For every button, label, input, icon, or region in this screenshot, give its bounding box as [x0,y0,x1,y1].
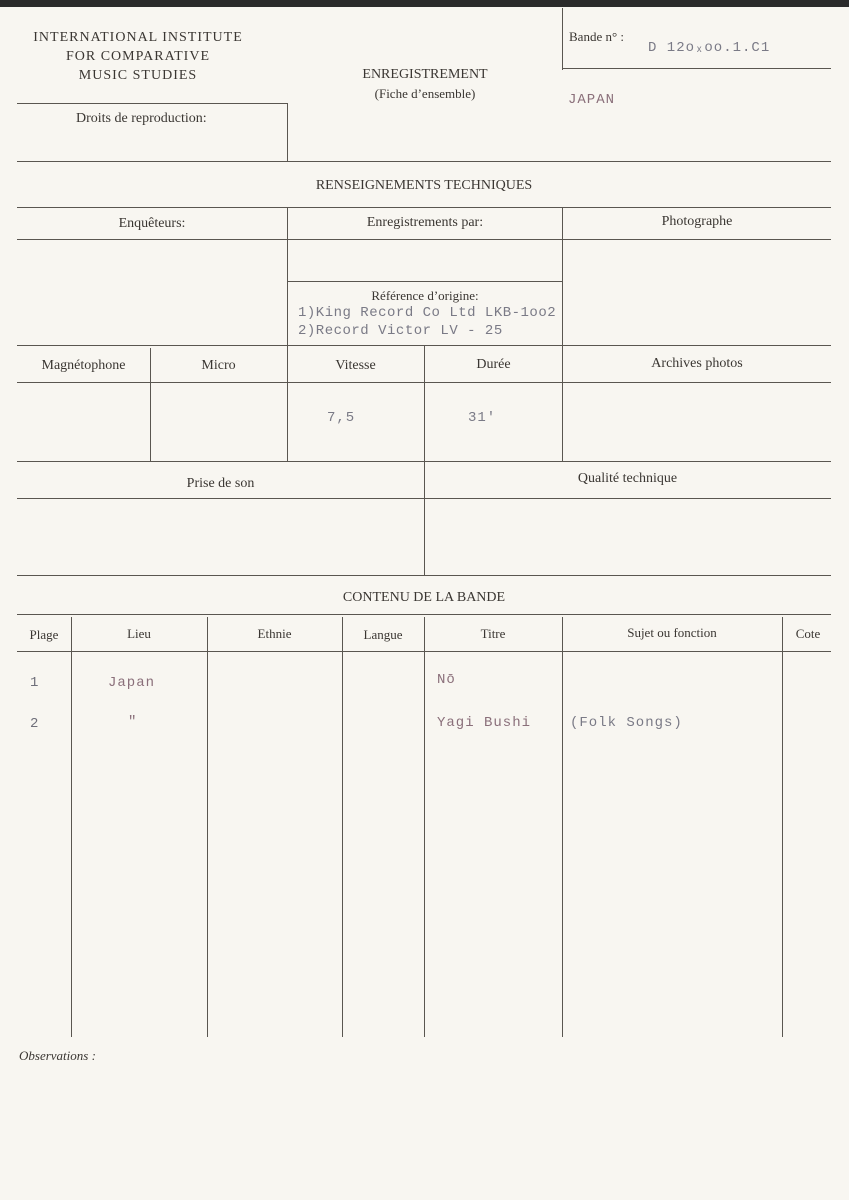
institute-line-1: INTERNATIONAL INSTITUTE [33,30,243,45]
col-sujet: Sujet ou fonction [627,625,717,640]
micro-label: Micro [201,358,236,373]
bande-box-left [562,8,563,70]
row-2-sujet: (Folk Songs) [570,715,683,731]
institute-line-3: MUSIC STUDIES [78,68,198,83]
photographe-label: Photographe [661,214,733,229]
bande-box-bottom [562,68,831,69]
col-cote: Cote [795,626,821,641]
form-subtitle: (Fiche d’ensemble) [374,86,476,101]
row-1-lieu: Japan [108,675,156,691]
droits-top [17,103,288,104]
bande-number: D 12oₓoo.1.C1 [648,40,771,56]
row-2-titre: Yagi Bushi [437,715,532,731]
droits-label: Droits de reproduction: [76,111,207,126]
tech-divider-6 [562,345,563,461]
institute-line-2: FOR COMPARATIVE [65,49,210,64]
reference-label: Référence d’origine: [371,288,479,303]
observations-label: Observations : [19,1048,96,1063]
col-plage: Plage [29,627,59,642]
col-lieu: Lieu [127,626,151,641]
enregistrements-par-label: Enregistrements par: [366,215,484,230]
col-divider-1 [71,617,72,1037]
row-2-lieu: " [128,714,138,730]
tech-divider-2 [562,207,563,345]
duree-label: Durée [476,357,511,372]
rule-8 [17,575,831,576]
enqueteurs-label: Enquêteurs: [118,216,186,231]
qualite-technique-label: Qualité technique [577,471,678,486]
rule-1 [17,161,831,162]
tech-divider-4 [287,345,288,461]
row-1-titre: Nō [437,672,456,688]
tech-divider-5 [424,345,425,461]
tech-heading: RENSEIGNEMENTS TECHNIQUES [315,178,533,193]
prise-de-son-label: Prise de son [186,476,255,491]
col-divider-5 [562,617,563,1037]
bande-label: Bande n° : [569,29,625,44]
col-divider-2 [207,617,208,1037]
reference-rule [288,281,562,282]
contenu-heading: CONTENU DE LA BANDE [342,590,506,605]
top-edge [0,0,849,7]
droits-right [287,103,288,162]
col-divider-4 [424,617,425,1037]
tech-divider-1 [287,207,288,345]
reference-2: 2)Record Victor LV - 25 [298,323,503,339]
vitesse-label: Vitesse [335,358,376,373]
row-2-plage: 2 [30,716,40,732]
form-title: ENREGISTREMENT [362,67,488,82]
country-value: JAPAN [568,92,616,108]
row-1-plage: 1 [30,675,40,691]
vitesse-value: 7,5 [327,410,356,426]
rule-9 [17,614,831,615]
tech-divider-3 [150,348,151,461]
col-titre: Titre [480,626,506,641]
col-divider-6 [782,617,783,1037]
col-divider-3 [342,617,343,1037]
duree-value: 31' [468,410,497,426]
tech-divider-7 [424,461,425,575]
col-langue: Langue [363,627,403,642]
reference-1: 1)King Record Co Ltd LKB-1oo2 [298,305,557,321]
rule-3 [17,239,831,240]
magnetophone-label: Magnétophone [41,358,126,373]
rule-2 [17,207,831,208]
archives-photos-label: Archives photos [651,356,743,371]
col-ethnie: Ethnie [257,626,292,641]
